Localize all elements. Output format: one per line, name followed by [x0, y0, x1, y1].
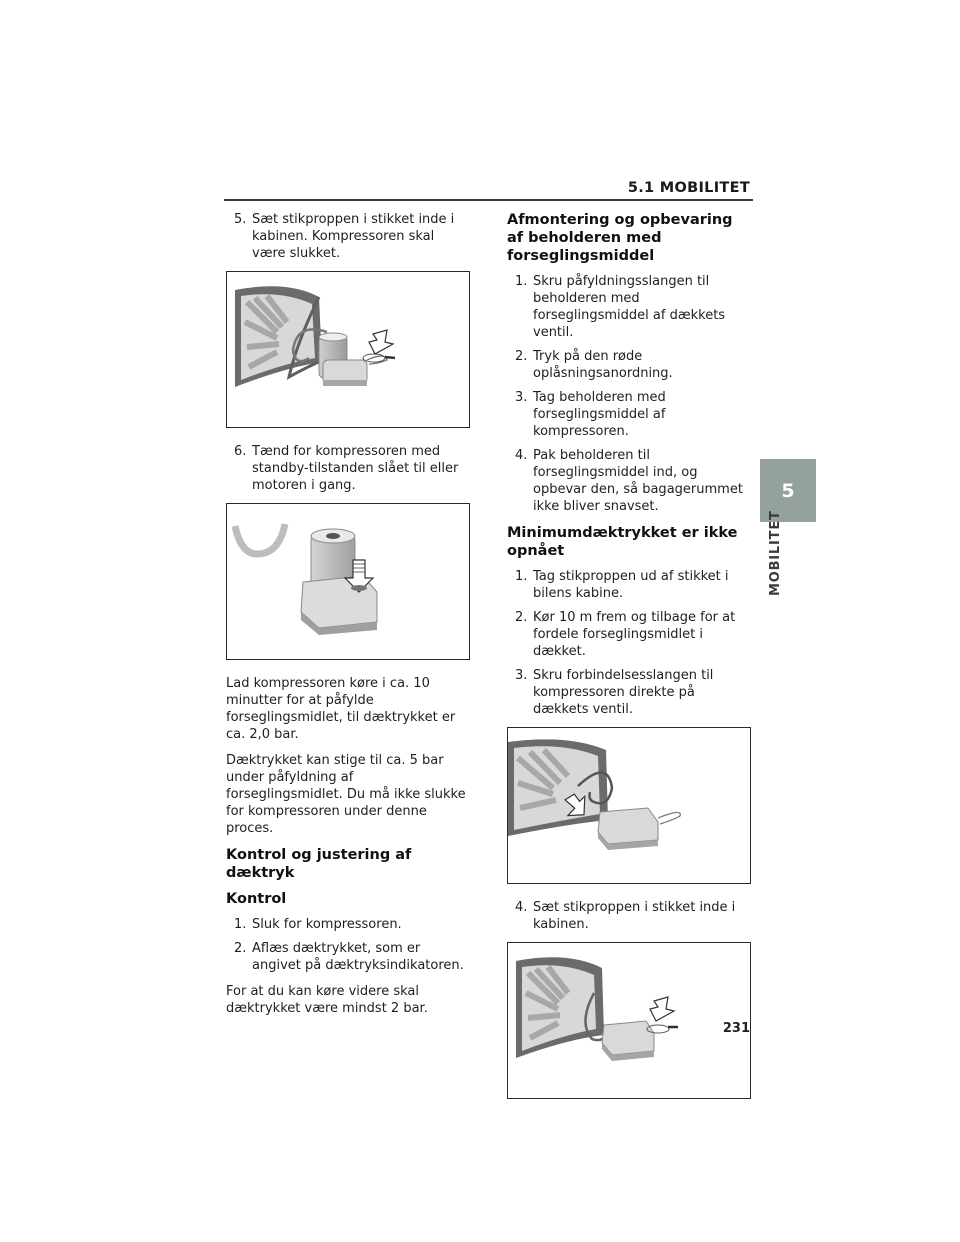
step-number: 3. — [515, 390, 528, 405]
step-number: 4. — [515, 448, 528, 463]
step-text: Tag beholderen med forseglingsmiddel af kompressoren. — [533, 390, 666, 439]
list-item — [507, 389, 751, 440]
step-text: Skru påfyldningsslangen til beholderen med forseglingsmiddel af dækkets ventil. — [533, 274, 726, 340]
step-number: 1. — [515, 274, 528, 289]
step-text: Tag stikproppen ud af stikket i bilens kabine. — [533, 569, 729, 601]
illustration-compressor-closeup — [227, 504, 469, 659]
step-text: Skru forbindelsesslangen til kompressoren direkte på dækkets ventil. — [533, 668, 714, 717]
step-text: Tænd for kompressoren med standby-tilstanden slået til eller motoren i gang. — [252, 444, 459, 493]
section-title: 5.1 MOBILITET — [627, 180, 750, 196]
chapter-number: 5 — [781, 479, 795, 502]
list-item — [226, 916, 470, 933]
step-number: 2. — [234, 941, 247, 956]
step-text: Sæt stikproppen i stikket inde i kabinen. — [533, 900, 736, 932]
section-heading: Afmontering og opbevaring af beholderen med forseglingsmiddel — [507, 212, 733, 264]
illustration-wheel-compressor — [227, 272, 469, 427]
list-item — [507, 609, 751, 660]
list-item — [507, 348, 751, 382]
list-item — [507, 899, 751, 933]
step-text: Sluk for kompressoren. — [252, 917, 402, 932]
step-number: 3. — [515, 668, 528, 683]
paragraph: Lad kompressoren køre i ca. 10 minutter for at påfylde forseglingsmidlet, til dæktrykket er ca. 2,0 bar. — [226, 676, 456, 742]
step-list — [226, 916, 470, 974]
list-item — [507, 568, 751, 602]
chapter-label: MOBILITET — [768, 510, 783, 596]
list-item — [507, 667, 751, 718]
step-number: 1. — [234, 917, 247, 932]
list-item — [226, 940, 470, 974]
figure-compressor-plug — [226, 271, 470, 428]
figure-hose-to-valve — [507, 727, 751, 884]
step-text: Sæt stikproppen i stikket inde i kabinen. Kompressoren skal være slukket. — [252, 212, 455, 261]
step-list — [226, 443, 470, 494]
figure-plug-socket — [507, 942, 751, 1099]
step-text: Pak beholderen til forseglingsmiddel ind, og opbevar den, så bagagerummet ikke bliver snavset. — [533, 448, 743, 514]
list-item — [507, 273, 751, 341]
list-item — [507, 447, 751, 515]
list-item — [226, 211, 470, 262]
step-text: Kør 10 m frem og tilbage for at fordele forseglingsmidlet i dækket. — [533, 610, 736, 659]
subsection-heading: Kontrol — [226, 891, 287, 907]
illustration-hose-valve — [508, 728, 750, 883]
illustration-wheel-compressor-plug — [508, 943, 750, 1098]
page-number: 231 — [722, 1021, 750, 1036]
figure-compressor-switch — [226, 503, 470, 660]
step-list — [507, 899, 751, 933]
paragraph: Dæktrykket kan stige til ca. 5 bar under påfyldning af forseglingsmidlet. Du må ikke slukke for kompressoren under denne proces. — [226, 753, 466, 836]
step-text: Tryk på den røde oplåsningsanordning. — [533, 349, 673, 381]
step-list — [507, 273, 751, 515]
step-number: 6. — [234, 444, 247, 459]
step-number: 2. — [515, 349, 528, 364]
list-item — [226, 443, 470, 494]
step-number: 2. — [515, 610, 528, 625]
step-list — [226, 211, 470, 262]
paragraph: For at du kan køre videre skal dæktrykket være mindst 2 bar. — [226, 984, 428, 1016]
header-divider — [224, 199, 753, 201]
step-number: 4. — [515, 900, 528, 915]
right-column — [507, 211, 751, 1114]
section-heading: Minimumdæktrykket er ikke opnået — [507, 525, 738, 559]
step-list — [507, 568, 751, 718]
step-text: Aflæs dæktrykket, som er angivet på dæktryksindikatoren. — [252, 941, 464, 973]
step-number: 1. — [515, 569, 528, 584]
section-heading: Kontrol og justering af dæktryk — [226, 847, 412, 881]
left-column — [226, 211, 470, 1026]
step-number: 5. — [234, 212, 247, 227]
